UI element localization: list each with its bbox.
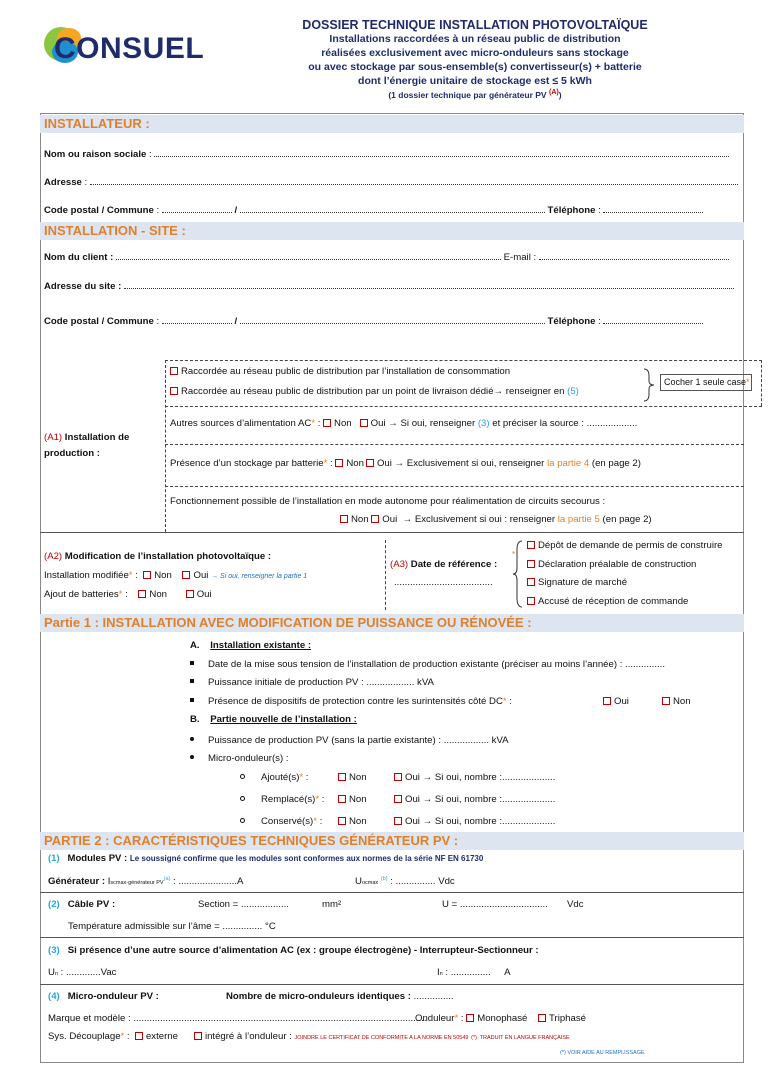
- header-line: dont l’énergie unitaire de stockage est ≤ 5 kWh: [358, 75, 592, 87]
- onduleur-row: Onduleur* : Monophasé Triphasé: [415, 1013, 586, 1024]
- raccord-option-2[interactable]: Raccordée au réseau public de distribution par un point de livraison dédié→ renseigner en (5): [170, 386, 579, 397]
- autonome-oui-checkbox[interactable]: [371, 515, 379, 523]
- installateur-nom-row: Nom ou raison sociale :: [44, 148, 729, 160]
- site-cp-row: Code postal / Commune : / Téléphone :: [44, 315, 703, 327]
- stockage-row: Présence d’un stockage par batterie* : Non Oui → Exclusivement si oui, renseigner la partie 4 (en page 2): [170, 458, 641, 469]
- checkbox[interactable]: [662, 697, 670, 705]
- partie1-b-heading: B. Partie nouvelle de l’installation :: [190, 714, 357, 725]
- autonome-non-checkbox[interactable]: [340, 515, 348, 523]
- site-adresse-row: Adresse du site :: [44, 280, 734, 292]
- in-row: In : ............... A: [437, 967, 511, 978]
- site-client-row: Nom du client : E-mail :: [44, 251, 729, 263]
- header-line: Installations raccordées à un réseau public de distribution: [329, 33, 621, 45]
- section-site: INSTALLATION - SITE :: [40, 222, 744, 240]
- checkbox[interactable]: [394, 817, 402, 825]
- stockage-oui-checkbox[interactable]: [366, 459, 374, 467]
- modif-oui-checkbox[interactable]: [182, 571, 190, 579]
- header-note: (1 dossier technique par générateur PV $^{(A)}$): [388, 88, 562, 100]
- cable-vdc: Vdc: [567, 899, 584, 910]
- ajout-oui-checkbox[interactable]: [186, 590, 194, 598]
- document-title: DOSSIER TECHNIQUE INSTALLATION PHOTOVOLTAÏQUE: [302, 18, 648, 32]
- stockage-non-checkbox[interactable]: [335, 459, 343, 467]
- tri-checkbox[interactable]: [538, 1014, 546, 1022]
- a2-modif-row: Installation modifiée* : Non Oui → Si oui, renseigner la partie 1: [44, 570, 308, 581]
- micro-row-remplace: Remplacé(s)* :: [240, 794, 324, 805]
- checkbox[interactable]: [603, 697, 611, 705]
- un-row: Un : .............Vac: [48, 967, 117, 978]
- a1-label-2: production :: [44, 448, 100, 459]
- marque-row: Marque et modèle : ..............................................................................................................: [48, 1013, 427, 1024]
- site-commune-field[interactable]: [240, 315, 545, 324]
- cable-temp: Température admissible sur l’âme = ............... °C: [68, 921, 276, 932]
- micro-nombre: Nombre de micro-onduleurs identiques : ...............: [226, 991, 454, 1002]
- checkbox[interactable]: [527, 560, 535, 568]
- autres-oui-checkbox[interactable]: [360, 419, 368, 427]
- partie1-a-heading: A. Installation existante :: [190, 640, 312, 651]
- checkbox[interactable]: [170, 367, 178, 375]
- logo-text: CONSUEL: [54, 32, 205, 65]
- autonome-row: Fonctionnement possible de l’installation en mode autonome pour réalimentation de circuits secourus :: [170, 496, 606, 507]
- header-line: ou avec stockage par sous-ensemble(s) convertisseur(s) + batterie: [308, 61, 642, 73]
- a3-date-field[interactable]: .....................................: [394, 577, 493, 588]
- installateur-nom-field[interactable]: [154, 148, 729, 157]
- partie1-micro: Micro-onduleur(s) :: [190, 753, 289, 764]
- installateur-cp-field[interactable]: [162, 204, 232, 213]
- ajout-non-checkbox[interactable]: [138, 590, 146, 598]
- externe-checkbox[interactable]: [135, 1032, 143, 1040]
- conserve-non[interactable]: Non: [338, 816, 367, 827]
- cable-row: (2) Câble PV :: [48, 899, 116, 910]
- a2-ajout-row: Ajout de batteries* : Non Oui: [44, 589, 212, 600]
- site-tel-field[interactable]: [603, 315, 703, 324]
- checkbox[interactable]: [394, 795, 402, 803]
- ajoute-non[interactable]: Non: [338, 772, 367, 783]
- a1-label: (A1) Installation de: [44, 432, 130, 443]
- site-client-field[interactable]: [116, 251, 501, 260]
- raccord-option-1[interactable]: Raccordée au réseau public de distribution par l’installation de consommation: [170, 366, 510, 377]
- autres-sources-row: Autres sources d’alimentation AC* : Non Oui → Si oui, renseigner (3) et préciser la source : ...................: [170, 418, 638, 429]
- checkbox[interactable]: [527, 541, 535, 549]
- cable-mm2: mm²: [322, 899, 342, 910]
- remplace-oui[interactable]: Oui → Si oui, nombre :....................: [394, 794, 555, 805]
- micro-row-ajoute: Ajouté(s)* :: [240, 772, 308, 783]
- checkbox[interactable]: [527, 578, 535, 586]
- document-header: [300, 18, 650, 100]
- site-adresse-field[interactable]: [124, 280, 734, 289]
- checkbox[interactable]: [527, 597, 535, 605]
- cocher-note: Cocher 1 seule case*: [660, 374, 752, 391]
- generateur-row: Générateur : Iscmax-générateur PV$^{(a)}$ : ......................A: [48, 876, 244, 888]
- mono-checkbox[interactable]: [466, 1014, 474, 1022]
- installateur-adresse-field[interactable]: [90, 176, 738, 185]
- micro-row-conserve: Conservé(s)* :: [240, 816, 322, 827]
- a3-option[interactable]: Dépôt de demande de permis de construire: [527, 540, 723, 551]
- brace-icon: [642, 368, 656, 402]
- autre-source-row: (3) Si présence d’une autre source d’alimentation AC (ex : groupe électrogène) - Interrupteur-Sectionneur :: [48, 945, 539, 956]
- partie1-puissance-init: Puissance initiale de production PV : .................. kVA: [190, 677, 434, 688]
- checkbox[interactable]: [170, 387, 178, 395]
- integre-checkbox[interactable]: [194, 1032, 202, 1040]
- section-partie-2: PARTIE 2 : CARACTÉRISTIQUES TECHNIQUES GÉNÉRATEUR PV :: [40, 832, 744, 850]
- a3-option[interactable]: Déclaration préalable de construction: [527, 559, 696, 570]
- footnote: (*) VOIR AIDE AU REMPLISSAGE: [560, 1050, 645, 1056]
- ajoute-oui[interactable]: Oui → Si oui, nombre :....................: [394, 772, 555, 783]
- protection-non[interactable]: Non: [662, 696, 691, 707]
- section-partie-1: Partie 1 : INSTALLATION AVEC MODIFICATION DE PUISSANCE OU RÉNOVÉE :: [40, 614, 744, 632]
- a3-option[interactable]: Accusé de réception de commande: [527, 596, 688, 607]
- site-cp-field[interactable]: [162, 315, 232, 324]
- autres-non-checkbox[interactable]: [323, 419, 331, 427]
- checkbox[interactable]: [338, 773, 346, 781]
- consuel-logo: [36, 22, 206, 72]
- autonome-options: Non Oui → Exclusivement si oui : renseigner la partie 5 (en page 2): [340, 514, 652, 525]
- modules-row: (1) Modules PV : Le soussigné confirme que les modules sont conformes aux normes de la série NF EN 61730: [48, 853, 484, 864]
- partie1-puissance-prod: Puissance de production PV (sans la partie existante) : ................. kVA: [190, 735, 509, 746]
- modif-non-checkbox[interactable]: [143, 571, 151, 579]
- checkbox[interactable]: [394, 773, 402, 781]
- micro-onduleur-row: (4) Micro-onduleur PV :: [48, 991, 159, 1002]
- section-installateur: INSTALLATEUR :: [40, 115, 744, 133]
- installateur-cp-row: Code postal / Commune : / Téléphone :: [44, 204, 703, 216]
- site-email-field[interactable]: [539, 251, 729, 260]
- a3-option[interactable]: Signature de marché: [527, 577, 627, 588]
- checkbox[interactable]: [338, 795, 346, 803]
- a2-label: (A2) Modification de l’installation photovoltaïque :: [44, 551, 272, 562]
- installateur-tel-field[interactable]: [603, 204, 703, 213]
- partie1-date-row: Date de la mise sous tension de l’installation de production existante (préciser au moins l’année) : ...............: [190, 659, 665, 670]
- installateur-commune-field[interactable]: [240, 204, 545, 213]
- cable-section: Section = ..................: [198, 899, 289, 910]
- decouplage-row: Sys. Découplage* : externe intégré à l’onduleur : JOINDRE LE CERTIFICAT DE CONFORMITE A LA NORME EN 50549 (*) TRADUIT EN LANGUE FRANÇAISE: [48, 1031, 570, 1042]
- checkbox[interactable]: [338, 817, 346, 825]
- a3-label: (A3) Date de référence :: [390, 559, 498, 570]
- partie1-protection-row: Présence de dispositifs de protection contre les surintensités côté DC* :: [190, 696, 512, 707]
- conserve-oui[interactable]: Oui → Si oui, nombre :....................: [394, 816, 555, 827]
- uoc-row: Uocmax $^{(b)}$ : ............... Vdc: [355, 876, 455, 888]
- protection-oui[interactable]: Oui: [603, 696, 629, 707]
- header-line: réalisées exclusivement avec micro-onduleurs sans stockage: [321, 47, 629, 59]
- cable-u: U = .................................: [442, 899, 548, 910]
- remplace-non[interactable]: Non: [338, 794, 367, 805]
- installateur-adresse-row: Adresse :: [44, 176, 738, 188]
